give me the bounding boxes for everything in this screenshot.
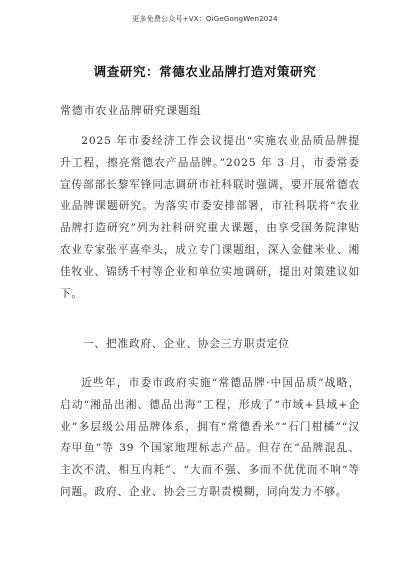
author-line: 常德市农业品牌研究课题组 [60, 104, 202, 117]
body-paragraph: 近些年，市委市政府实施“常德品牌·中国品质”战略，启动“湘品出湘、德品出海”工程，形成了“市域+县域+企业”多层级公用品牌体系，拥有“常德香米”“石门柑橘”“汉寿甲鱼”等 39 个国家地理标志产品。但存在“品牌混乱、主次不清、相互内耗”、“大而不强、多而不优优而不响”等问题。政府、企业、协会三方职责模糊，同向发力不够。 [60, 377, 360, 498]
intro-paragraph: 2025 年市委经济工作会议提出“实施农业品质品牌提升工程，擦亮常德农产品品牌。”2025 年 3 月，市委常委宣传部部长黎军锋同志调研市社科联时强调，要开展常德农业品牌课题研究。为落实市委安排部署，市社科联将“农业品牌打造研究”列为社科研究重大课题，由享受国务院津贴农业专家张平喜牵头，成立专门课题组，深入金健米业、湘佳牧业、锦绣千村等企业和单位实地调研，提出对策建议如下。 [60, 135, 360, 300]
section-heading: 一、把准政府、企业、协会三方职责定位 [83, 338, 290, 350]
header-note: 更多免费公众号+VX：QiGeGongWen2024 [132, 15, 278, 23]
document-title: 调查研究：常德农业品牌打造对策研究 [93, 64, 317, 79]
